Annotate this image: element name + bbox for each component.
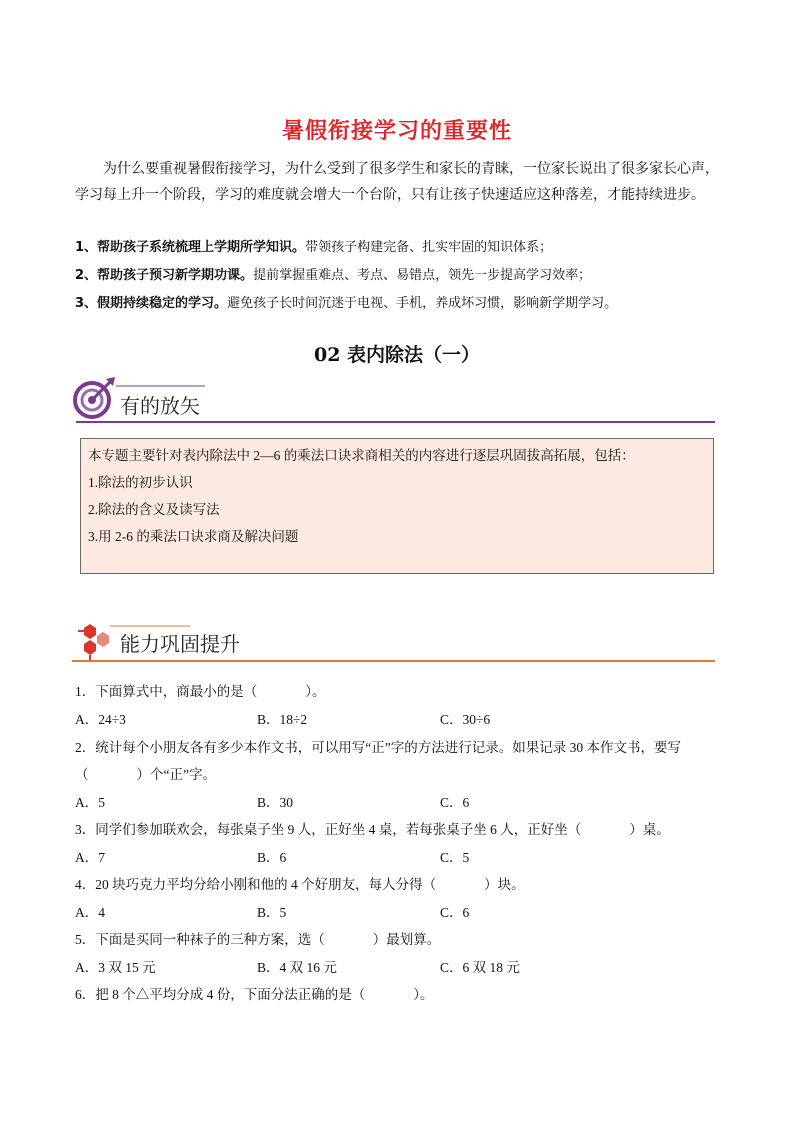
q5-option-b: B．4 双 16 元 (257, 960, 337, 975)
page-title: 暑假衔接学习的重要性 (281, 119, 512, 144)
point-bold: 假期持续稳定的学习。 (97, 296, 228, 311)
objective-line: 1.除法的初步认识 (88, 475, 193, 490)
q4-option-b: B．5 (257, 905, 287, 920)
question-2: 2．统计每个小朋友各有多少本作文书，可以用写“正”字的方法进行记录。如果记录 30 本作文书，要写 (75, 740, 681, 755)
point-bold: 帮助孩子系统梳理上学期所学知识。 (97, 240, 306, 255)
point-rest: 提前掌握重难点、考点、易错点，领先一步提高学习效率； (253, 268, 592, 283)
point-num: 1、 (75, 240, 98, 255)
objective-line: 3.用 2-6 的乘法口诀求商及解决问题 (88, 529, 299, 544)
practice-banner (70, 616, 715, 666)
practice-banner-label: 能力巩固提升 (120, 632, 240, 656)
q3-option-a: A．7 (75, 850, 105, 865)
point-bold: 帮助孩子预习新学期功课。 (97, 268, 254, 283)
objective-banner (70, 376, 715, 426)
question-2-line-2: （ ）个“正”字。 (75, 767, 216, 782)
point-2 (75, 266, 735, 286)
objective-banner-label: 有的放矢 (120, 394, 200, 418)
point-3 (75, 294, 735, 314)
point-rest: 带领孩子构建完备、扎实牢固的知识体系； (305, 240, 553, 255)
q2-option-b: B．30 (257, 795, 294, 810)
intro-paragraph: 为什么要重视暑假衔接学习，为什么受到了很多学生和家长的青睐，一位家长说出了很多家长心声，学习每上升一个阶段，学习的难度就会增大一个台阶，只有让孩子快速适应这种落差，才能持续进步。 (75, 161, 719, 203)
q1-option-c: C．30÷6 (440, 712, 491, 727)
point-num: 3、 (75, 296, 98, 311)
q3-option-b: B．6 (257, 850, 287, 865)
objective-line: 本专题主要针对表内除法中 2—6 的乘法口诀求商相关的内容进行逐层巩固拔高拓展，包括： (88, 448, 635, 463)
q5-option-c: C．6 双 18 元 (440, 960, 520, 975)
question-1: 1．下面算式中，商最小的是（ ）。 (75, 684, 326, 699)
q2-option-c: C．6 (440, 795, 470, 810)
point-rest: 避免孩子长时间沉迷于电视、手机，养成坏习惯，影响新学期学习。 (227, 296, 618, 311)
q5-option-a: A．3 双 15 元 (75, 960, 156, 975)
q2-option-a: A．5 (75, 795, 105, 810)
q1-option-b: B．18÷2 (257, 712, 308, 727)
question-3: 3．同学们参加联欢会，每张桌子坐 9 人，正好坐 4 桌，若每张桌子坐 6 人，正好坐（ ）桌。 (75, 822, 670, 837)
q3-option-c: C．5 (440, 850, 470, 865)
q4-option-c: C．6 (440, 905, 470, 920)
q1-option-a: A．24÷3 (75, 712, 126, 727)
objective-box (80, 438, 714, 574)
section-title: 02 表内除法（一） (313, 344, 481, 366)
question-4: 4．20 块巧克力平均分给小刚和他的 4 个好朋友，每人分得（ ）块。 (75, 877, 525, 892)
point-1 (75, 238, 735, 258)
objective-line: 2.除法的含义及读写法 (88, 502, 220, 517)
q4-option-a: A．4 (75, 905, 105, 920)
question-5: 5．下面是买同一种袜子的三种方案，选（ ）最划算。 (75, 932, 441, 947)
question-6: 6．把 8 个△平均分成 4 份，下面分法正确的是（ ）。 (75, 987, 434, 1002)
point-num: 2、 (75, 268, 98, 283)
